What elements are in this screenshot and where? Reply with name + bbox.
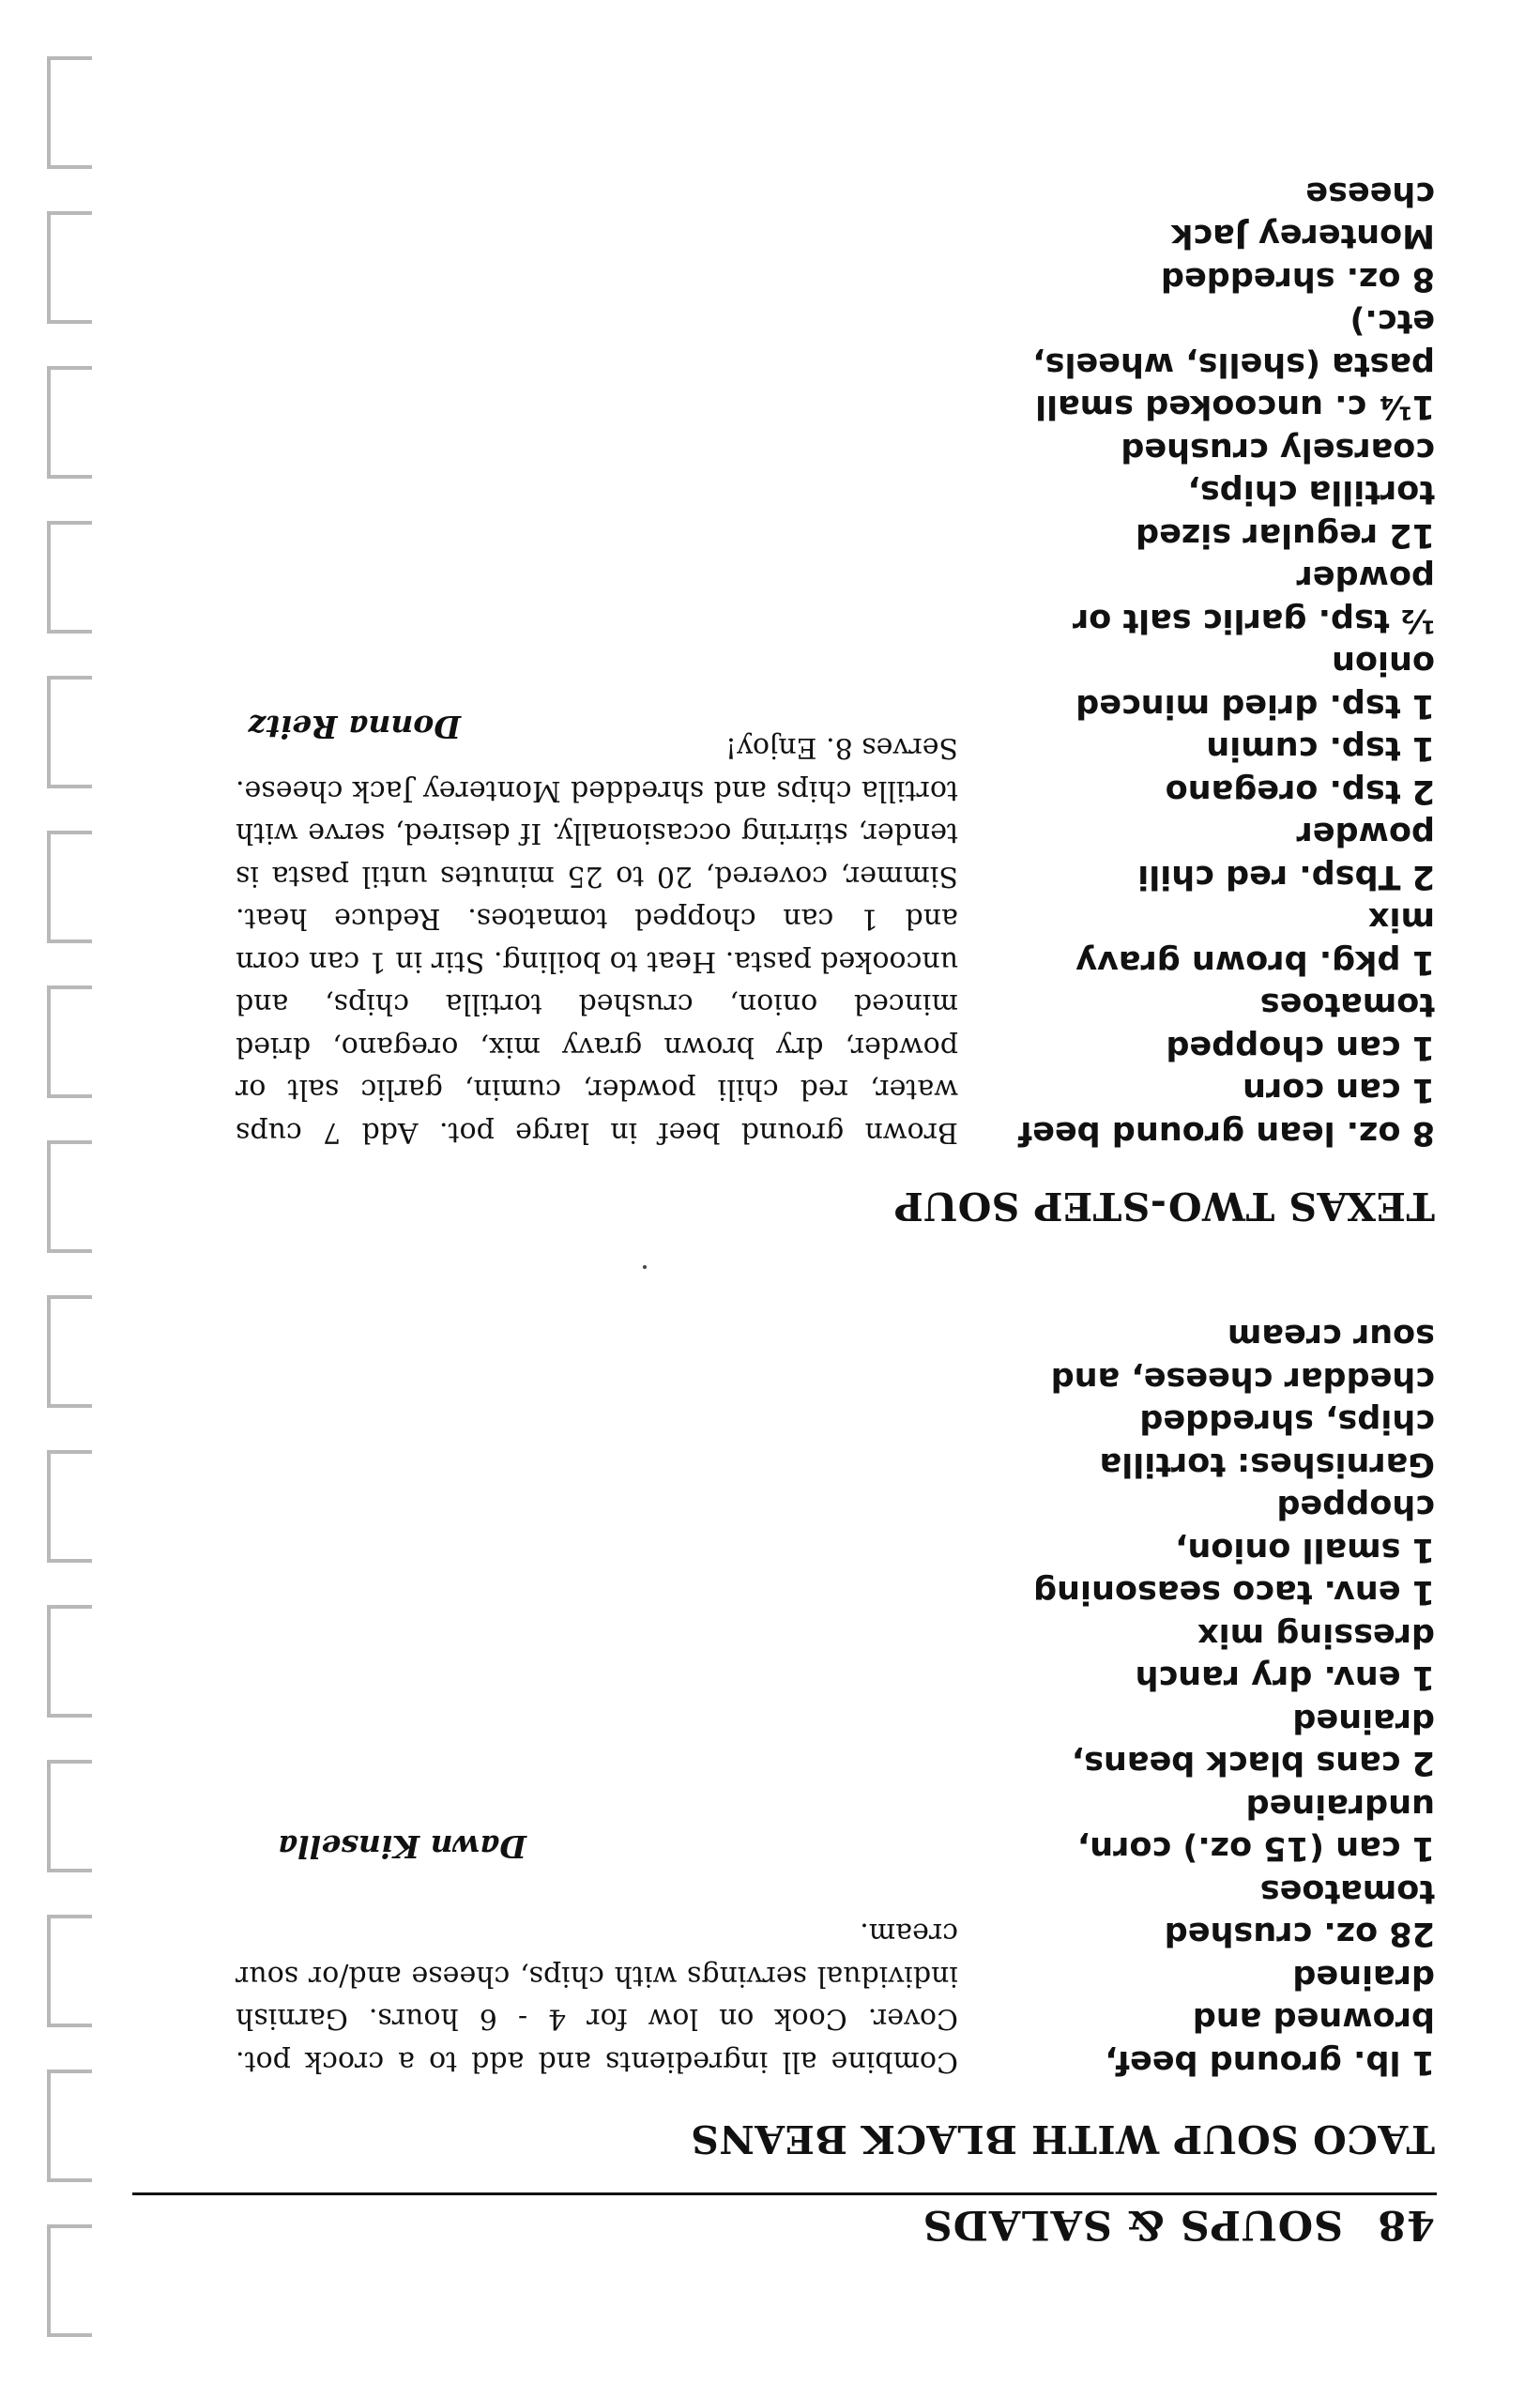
ingredient-line: 2 tsp. oregano (1165, 772, 1435, 810)
recipe-directions: Combine all ingredients and add to a crock pot. Cover. Cook on low for 4 - 6 hours. Garnish individual servings with chips, cheese and/or sour cream. (236, 1917, 958, 2078)
recipe-author: Donna Reitz (248, 709, 461, 745)
ingredient-line: chopped (1276, 1488, 1435, 1526)
ingredient-list (1017, 172, 1435, 1154)
ingredient-line: drained (1292, 1702, 1435, 1739)
ingredient-line: mix (1367, 900, 1435, 939)
recipe-title: TEXAS TWO-STEP SOUP (893, 1184, 1435, 1229)
ingredient-line: tomatoes (1259, 985, 1435, 1024)
ingredient-line: 1 small onion, (1175, 1531, 1435, 1568)
ingredient-line: cheese (1305, 175, 1435, 212)
ingredient-line: Garnishes: tortilla (1099, 1445, 1435, 1483)
ingredient-line: 1 tsp. dried minced (1075, 687, 1435, 725)
ingredient-line: 28 oz. crushed (1164, 1915, 1435, 1953)
page-number: 48 (1377, 2201, 1435, 2248)
ingredient-line: Monterey Jack (1171, 217, 1435, 255)
ingredient-line: onion (1332, 644, 1435, 682)
ingredient-line: 1 lb. ground beef, (1105, 2043, 1435, 2081)
ingredient-line: tortilla chips, (1187, 473, 1435, 512)
ingredient-line: 1 can chopped (1166, 1029, 1435, 1066)
ingredient-line: 1¼ c. uncooked small (1035, 388, 1435, 426)
ingredient-line: 2 cans black beans, (1071, 1744, 1435, 1782)
recipe-directions: Brown ground beef in large pot. Add 7 cups water, red chili powder, cumin, garlic salt or powder, dry brown gravy mix, oregano, dried minced onion, crushed tortilla chips, and uncooked pasta. Heat to boiling. Stir in 1 can corn and 1 can chopped tomatoes. Reduce heat. Simmer, covered, 20 to 25 minutes until pasta is tender, stirring occasionally. If desired, serve with tortilla chips and shredded Monterey Jack cheese. Serves 8. Enjoy! (236, 731, 958, 1149)
ingredient-line: 12 regular sized (1136, 516, 1435, 554)
ingredient-line: chips, shredded (1139, 1402, 1435, 1441)
header-rule (132, 2192, 1437, 2195)
ingredient-line: 1 tsp. cumin (1206, 729, 1435, 768)
ingredient-line: etc.) (1349, 302, 1435, 341)
ingredient-line: cheddar cheese, and (1050, 1360, 1435, 1398)
ingredient-line: dressing mix (1197, 1616, 1435, 1654)
ingredient-line: 1 env. dry ranch (1135, 1658, 1435, 1697)
ingredient-line: browned and (1192, 2000, 1435, 2039)
ingredient-line: ½ tsp. garlic salt or (1072, 602, 1435, 639)
ingredient-line: drained (1292, 1958, 1435, 1995)
ingredient-line: powder (1296, 815, 1435, 853)
ingredient-line: 1 can corn (1243, 1071, 1435, 1109)
page-header (922, 2201, 1435, 2248)
ingredient-line: tomatoes (1259, 1872, 1435, 1910)
ingredient-line: 8 oz. lean ground beef (1017, 1114, 1435, 1152)
ingredient-line: 2 Tbsp. red chili (1137, 858, 1435, 895)
recipe-author: Dawn Kinsella (277, 1828, 526, 1865)
recipe-title: TACO SOUP WITH BLACK BEANS (690, 2116, 1435, 2162)
ingredient-line: powder (1296, 558, 1435, 597)
ingredient-line: undrained (1245, 1787, 1435, 1825)
ingredient-line: 8 oz. shredded (1160, 260, 1435, 298)
ingredient-line: sour cream (1227, 1317, 1435, 1355)
ingredient-line: 1 can (15 oz.) corn, (1076, 1829, 1435, 1868)
ingredient-line: pasta (shells, wheels, (1032, 345, 1435, 383)
ingredient-list (1033, 1314, 1435, 2083)
ingredient-line: 1 env. taco seasoning (1033, 1573, 1435, 1612)
ingredient-line: 1 pkg. brown gravy (1075, 943, 1435, 981)
section-title: SOUPS & SALADS (922, 2201, 1344, 2248)
ingredient-line: coarsely crushed (1121, 431, 1435, 468)
print-speck (643, 1265, 647, 1269)
